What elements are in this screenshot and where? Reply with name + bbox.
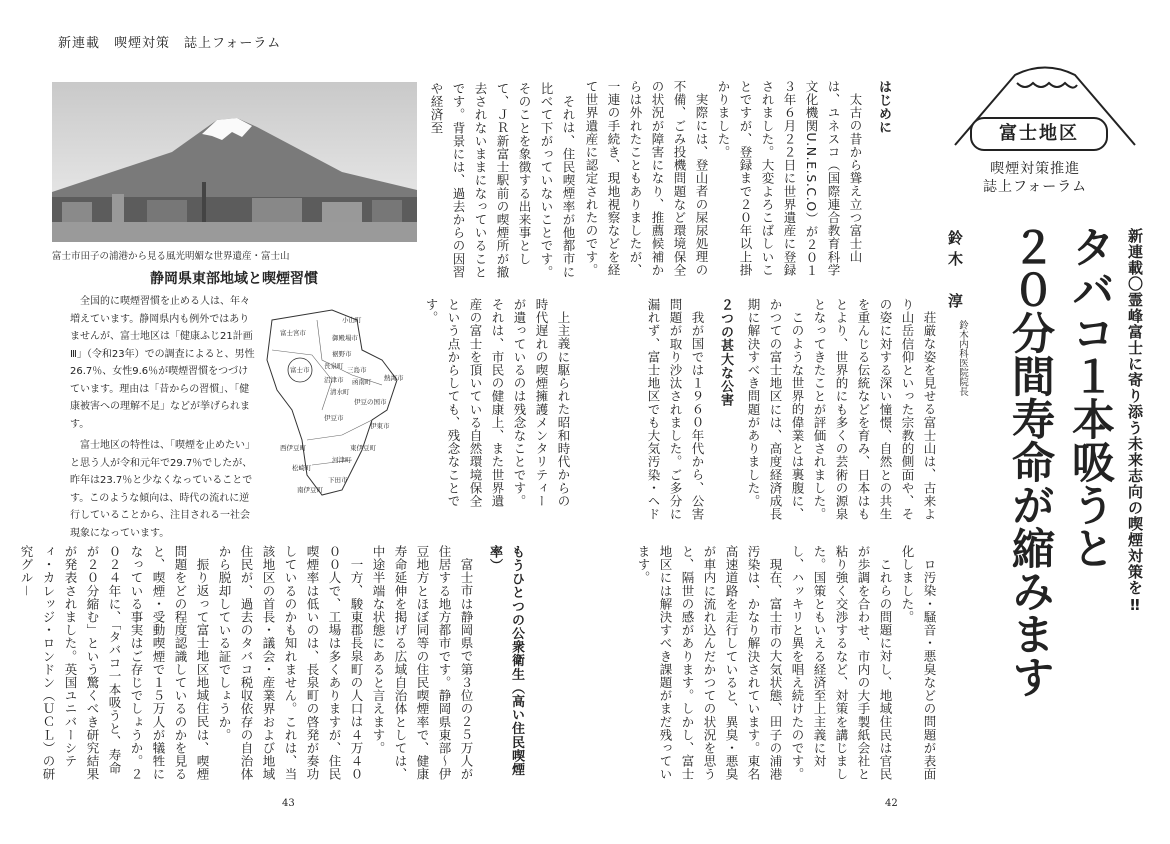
page-number: 43: [282, 798, 295, 809]
forum-line: 喫煙対策推進: [990, 161, 1081, 177]
map-label: 伊豆の国市: [354, 398, 387, 406]
map-label: 小山町: [342, 316, 362, 324]
text-column: [425, 82, 579, 287]
paragraph: これらの問題に対し、地域住民は官民が歩調を合わせ、市内の大手製紙会社と粘り強く交渉するなど、対策を講じました。国策ともいえる経済至上主義に対し、ハッキリと異を唱え続けたのです。: [790, 545, 893, 781]
title-line: ２０分間寿命が縮みます: [1005, 225, 1055, 698]
paragraph: 振り返って富士地区地域住民は、喫煙問題をどの程度認識しているのかを見ると、喫煙・受動喫煙で１５万人が犠牲になっている事実はご存じでしょうか。２０２４年に、「タバコ一本吸うと、寿命が２０分縮む」という驚くべき研究結果が発表されました。英国ユニバーシティ・カレッジ・ロンドン（ＵＣＬ）の研究グル－: [19, 545, 210, 781]
page-number: 42: [885, 798, 898, 809]
paragraph: 上主義に駆られた昭和時代からの時代遅れの喫煙擁護メンタリティーが遺っているのは残念なことです。それは、市民の健康上、また世界遺産の富士を頂いている自然環境保全という点からしても、残念なことです。: [424, 298, 571, 508]
paragraph: ロ汚染・騒音・悪臭などの問題が表面化しました。: [900, 545, 937, 781]
section-heading: もうひとつの公衆衛生（高い住民喫煙率）: [487, 545, 524, 777]
map-label: 東伊豆町: [350, 444, 376, 452]
map-label: 下田市: [328, 476, 348, 484]
mount-fuji-photo: [52, 82, 417, 242]
text-column-mid: [630, 298, 940, 523]
paragraph: 太古の昔から聳え立つ富士山は、ユネスコ（国際連合教育科学文化機関U.N.E.S.C.O）が２０１３年６月２２日に世界遺産に登録されました。大変よろこばしいことですが、登録まで２０年以上掛かりました。: [716, 80, 863, 278]
section-heading: ２つの甚大な公害: [718, 298, 733, 407]
paragraph: 我が国では１９６０年代から、公害問題が取り沙汰されました。ご多分に漏れず、富士地区でも大気汚染・ヘド: [646, 298, 705, 521]
text-column-bottom: [630, 545, 940, 785]
map-label: 西伊豆町: [280, 444, 306, 452]
paragraph: このような世界的偉業とは裏腹に、かつての富士地区には、高度経済成長期に解決すべき問題がありました。: [746, 298, 805, 521]
running-header: 新連載 喫煙対策 誌上フォーラム: [58, 36, 282, 51]
region-badge: 富士地区: [970, 117, 1108, 151]
box-paragraph: 富士地区の特性は、「喫煙を止めたい」と思う人が令和元年で29.7％でしたが、昨年は23.7％と少なくなっていることです。このような傾向は、時代の流れに逆行していることから、注目される一社会現象になっています。: [70, 440, 255, 539]
map-label: 富士宮市: [280, 329, 306, 337]
map-label: 三島市: [347, 366, 367, 374]
map-label: 松崎町: [292, 464, 312, 472]
map-label: 熱海市: [384, 374, 404, 382]
map-label: 河津町: [332, 456, 352, 464]
box-text: [70, 293, 255, 546]
intro-heading: はじめに: [876, 80, 891, 135]
map-label: 裾野市: [332, 350, 352, 358]
map-label: 沼津市: [324, 376, 344, 384]
paragraph: 荘厳な姿を見せる富士山は、古来より山岳信仰といった宗教的側面や、その姿に対する深い憧憬、自然との共生を重んじる伝統などを育み、日本はもとより、世界的にも多くの芸術の源泉となってきたことが評価されました。: [812, 298, 937, 521]
paragraph: 富士市は静岡県で第３位の２５万人が住居する地方都市です。静岡県東部～伊豆地方とほぼ同等の住民喫煙率で、健康寿命延伸を掲げる広域自治体としては、中途半端な状態にあると言えます。: [371, 545, 474, 781]
article-title: [1000, 225, 1120, 698]
box-title: 静岡県東部地域と喫煙習慣: [150, 271, 318, 287]
paragraph: 実際には、登山者の屎尿処理の不備、ごみ投機問題など環境保全の状況が障害になり、推薦候補からは外れたこともありましたが、一連の手続き、現地視察などを経て世界遺産に認定されたのです。: [584, 80, 709, 277]
map-label: 清水町: [330, 388, 350, 396]
paragraph: 現在、富士市の大気状態、田子の浦港汚染は、かなり解決されています。東名高速道路を走行していると、異臭・悪臭が車内に流れ込んだかつての状況を思うと、隔世の感があります。しかし、富士地区には解決すべき課題がまだ残っています。: [636, 545, 783, 781]
forum-title: [983, 160, 1087, 196]
box-paragraph: 全国的に喫煙習慣を止める人は、年々増えています。静岡県内も例外ではありませんが、富士地区は「健康ふじ21計画Ⅲ」（令和23年）での調査によると、男性26.7％、女性9.6％が喫煙習慣をつづけています。理由は「昔からの習慣」、「健康被害への理解不足」などが挙げられます。: [70, 296, 255, 430]
paragraph: 一方、駿東郡長泉町の人口は４万４０００人で、工場は多くありますが、住民喫煙率は低いのは、長泉町の啓発が奏功しているのかも知れません。これは、当該地区の首長・議会・産業界および地域住民が、過去のタバコ税収依存の自治体から脱却している証でしょうか。: [217, 545, 364, 781]
eastern-shizuoka-map: [262, 300, 422, 500]
map-label: 富士市: [290, 366, 310, 374]
author-affiliation: 鈴木内科医院院長: [957, 320, 968, 396]
forum-line: 誌上フォーラム: [983, 179, 1088, 195]
article-subtitle: 新連載〇霊峰富士に寄り添う未来志向の喫煙対策を‼: [1126, 228, 1144, 615]
map-label: 函南町: [352, 378, 372, 386]
map-label: 御殿場市: [332, 334, 358, 342]
title-line: タバコ１本吸うと: [1065, 225, 1115, 569]
map-label: 南伊豆町: [297, 486, 323, 494]
author-name: 鈴木 淳: [946, 230, 964, 314]
text-column-bottom: [19, 545, 533, 785]
map-label: 伊東市: [370, 422, 390, 430]
paragraph: それは、住民喫煙率が他都市に比べて下がっていないことです。そのことを象徴する出来事として、ＪＲ新富士駅前の喫煙所が撤去されないままになっていることです。背景には、過去からの因習や経済至: [429, 82, 576, 279]
right-page: [585, 0, 1170, 844]
map-label: 伊豆市: [324, 414, 344, 422]
photo-caption: 富士市田子の浦港から見る風光明媚な世界遺産・富士山: [52, 251, 290, 262]
text-column-top: [584, 80, 900, 280]
text-column: [420, 298, 574, 518]
map-label: 長泉町: [324, 362, 344, 370]
